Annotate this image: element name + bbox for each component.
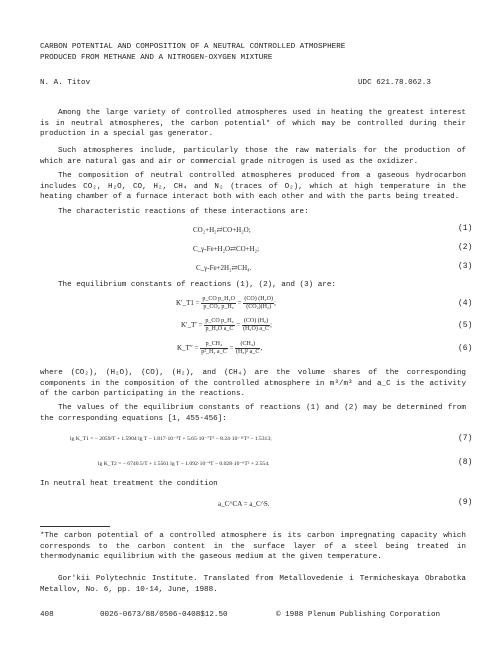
udc-code: UDC 621.78.062.3: [358, 79, 431, 87]
author: N. A. Titov: [40, 79, 91, 87]
equation-6-fraction-a: [200, 341, 227, 356]
issn-code: 0026-0673/88/0506-0408$12.50: [100, 611, 228, 619]
copyright: © 1988 Plenum Publishing Corporation: [276, 611, 441, 619]
equation-number-7: (7): [458, 434, 473, 443]
equation-6-numerator-a: p_CH₄: [200, 341, 227, 349]
equation-4: K′_T1 = $\frac{\text{p\_CO p\_H₂O}}{\text{p\_CO₂ p\_H₂}}$ = $\frac{\text{(CO) (H₂O)}}{\text{(CO₂)(H₂)}}$ ;: [176, 296, 276, 310]
paper-title: [40, 42, 480, 63]
equation-4-numerator-b: (CO) (H₂O): [244, 296, 273, 302]
equation-9: a_C^CA = a_C^S.: [218, 500, 270, 508]
equation-6-lhs: K_T″ =: [177, 344, 199, 353]
title-line-1: CARBON POTENTIAL AND COMPOSITION OF A NEUTRAL CONTROLLED ATMOSPHERE: [40, 43, 346, 51]
affiliation: Gor'kii Polytechnic Institute. Translated from Metallovedenie i Termicheskaya Obrabotka Metallov, No. 6, pp. 10-14, June, 1988.: [40, 575, 466, 594]
equation-number-2: (2): [458, 243, 473, 252]
equation-5-numerator-a: p_CO p_H₂: [205, 318, 234, 324]
equation-4-fraction-b: [243, 296, 274, 311]
equation-5-denominator-b: (H₂O) a_C: [243, 326, 269, 332]
paragraph-atmospheres: Such atmospheres include, particularly those the raw materials for the production of which are natural gas and air or commercial grade nitrogen is used as the oxidizer.: [40, 147, 466, 166]
equation-6-numerator-b: (CH₄): [235, 341, 260, 349]
equation-3: C_γ-Fe+2H₂⇄CH₄.: [196, 264, 252, 272]
paragraph-where: where (CO₂), (H₂O), (CO), (H₂), and (CH₄) are the volume shares of the corresponding components in the composition of the controlled atmosphere in m³/m³ and a_C is the activity of the carbon participating in the reactions.: [40, 369, 466, 399]
title-line-2: PRODUCED FROM METHANE AND A NITROGEN-OXYGEN MIXTURE: [40, 53, 273, 62]
equation-5-lhs: K′_T′ =: [181, 321, 203, 330]
equation-number-8: (8): [458, 458, 473, 467]
equation-4-lhs: K′_T1 =: [176, 299, 200, 308]
equation-2: C_γ-Fe+H₂O⇄CO+H₂;: [193, 245, 260, 253]
equation-number-5: (5): [458, 321, 473, 330]
equation-8: lg K_T2 = − 6740.5/T + 1.5561 lg T − 1.092·10⁻⁴T − 0.028·10⁻⁶T² + 2.554.: [98, 461, 270, 467]
equation-6-fraction-b: [235, 341, 260, 356]
equation-number-6: (6): [458, 344, 473, 353]
paragraph-composition: The composition of neutral controlled atmospheres produced from a gaseous hydrocarbon includes CO₂, H₂O, CO, H₂, CH₄ and N₂ (traces of O₂), which at high temperature in the heating chamber of a furnace interact both with each other and with the parts being treated.: [40, 172, 466, 202]
equation-5-fraction-a: [204, 318, 234, 333]
equation-4-denominator-a: p_CO₂ p_H₂: [203, 304, 234, 310]
equation-4-fraction-a: [201, 296, 236, 311]
equation-6-denominator-b: (H₂)² a_C: [236, 349, 260, 355]
equation-5-denominator-a: p_H₂O a_C: [205, 326, 234, 332]
equation-5-fraction-b: [242, 318, 270, 333]
paragraph-neutral-condition: In neutral heat treatment the condition: [40, 480, 218, 488]
paragraph-constants-intro: The equilibrium constants of reactions (1), (2), and (3) are:: [58, 281, 336, 289]
equation-number-1: (1): [458, 224, 473, 233]
footnote-divider: [40, 526, 110, 527]
paragraph-intro: Among the large variety of controlled atmospheres used in heating the greatest interest is in neutral atmospheres, the carbon potential* of which may be controlled during their production in a special gas generator.: [40, 109, 466, 139]
equation-5: K′_T′ = $\frac{\text{p\_CO p\_H₂}}{\text{p\_H₂O a\_C}}$ = $\frac{\text{(CO) (H₂)}}{\text{(H₂O) a\_C}}$ ;: [181, 318, 272, 332]
equation-6: K_T″ = $\frac{\text{p\_CH₄}}{\text{p²\_H₂ a\_C}}$ = $\frac{\text{(CH₄)}}{\text{(H₂)² a\_C}}$ ,: [177, 341, 263, 355]
equation-5-numerator-b: (CO) (H₂): [243, 318, 269, 324]
page-number: 408: [40, 611, 54, 619]
equation-4-numerator-a: p_CO p_H₂O: [202, 296, 235, 302]
equation-number-9: (9): [458, 498, 473, 507]
equation-7: lg K_T1 = − 2059/T + 1.5904 lg T − 1.817·10⁻³T + 5.65·10⁻⁷T² − 8.24·10⁻¹¹T³ − 1.5313;: [70, 436, 272, 442]
equation-number-3: (3): [458, 262, 473, 271]
footnote: *The carbon potential of a controlled atmosphere is its carbon impregnating capacity which corresponds to the carbon content in the surface layer of a steel being treated in thermodynamic equilibrium with the gaseous medium at the given temperature.: [40, 532, 466, 562]
paragraph-reactions-intro: The characteristic reactions of these interactions are:: [58, 208, 309, 216]
paragraph-values: The values of the equilibrium constants of reactions (1) and (2) may be determined from the corresponding equations [1, 455-456]:: [40, 404, 466, 423]
equation-number-4: (4): [458, 299, 473, 308]
equation-4-denominator-b: (CO₂)(H₂): [246, 304, 272, 310]
equation-6-denominator-a: p²_H₂ a_C: [201, 349, 227, 355]
equation-1: CO₂+H₂⇄CO+H₂O;: [193, 226, 251, 234]
